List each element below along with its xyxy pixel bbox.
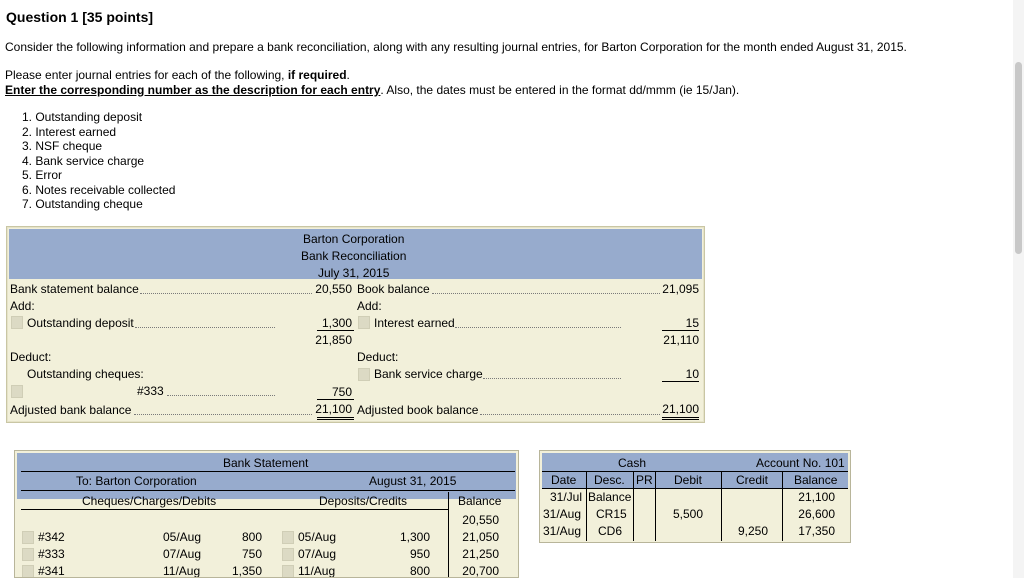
bank-statement-date: August 31, 2015	[369, 474, 457, 488]
column-divider	[655, 471, 656, 541]
outstanding-cheques-label: Outstanding cheques:	[27, 367, 144, 381]
ledger-date: 31/Aug	[543, 524, 582, 538]
marker-checkbox[interactable]	[22, 548, 34, 561]
debit-date: 05/Aug	[163, 530, 202, 544]
col-balance-header: Balance	[794, 473, 838, 487]
recon-title: Bank Reconciliation	[301, 249, 407, 263]
ledger-date: 31/Jul	[550, 490, 583, 504]
required-prefix: Please enter journal entries for each of the following,	[5, 68, 288, 82]
cheque-amount-value: 750	[331, 385, 352, 399]
ledger-debit: 5,500	[672, 507, 703, 521]
bank-subtotal-value: 21,850	[315, 333, 352, 347]
outstanding-deposit-label: Outstanding deposit	[27, 316, 134, 330]
col-credit-header: Credit	[736, 473, 769, 487]
marker-checkbox[interactable]	[358, 316, 370, 329]
required-note	[5, 68, 350, 82]
bank-statement-panel	[14, 450, 519, 578]
column-divider	[448, 492, 449, 578]
deduct-label-book: Deduct:	[357, 350, 399, 364]
column-divider	[721, 471, 722, 541]
col-credits-header: Deposits/Credits	[319, 494, 408, 508]
ledger-desc: CR15	[596, 507, 627, 521]
recon-date: July 31, 2015	[318, 266, 390, 280]
credit-amount: 1,300	[399, 530, 430, 544]
marker-checkbox[interactable]	[22, 531, 34, 544]
debit-amount: 750	[241, 547, 262, 561]
underline	[662, 330, 699, 331]
adjusted-bank-label: Adjusted bank balance	[10, 403, 132, 417]
debit-date: 07/Aug	[163, 547, 202, 561]
ledger-credit: 9,250	[737, 524, 768, 538]
debit-amount: 800	[241, 530, 262, 544]
required-suffix: .	[346, 68, 350, 82]
items-list	[22, 110, 175, 212]
underline	[317, 399, 354, 400]
row-balance: 20,700	[462, 564, 499, 578]
col-desc-header: Desc.	[594, 473, 625, 487]
col-date-header: Date	[551, 473, 577, 487]
cash-title: Cash	[618, 456, 647, 470]
opening-balance: 20,550	[462, 513, 499, 527]
marker-checkbox[interactable]	[11, 385, 23, 398]
leader-dots	[135, 327, 275, 328]
bank-reconciliation-panel	[6, 226, 705, 423]
credit-amount: 800	[409, 564, 430, 578]
ledger-balance: 26,600	[798, 507, 835, 521]
list-item: 1. Outstanding deposit	[22, 110, 143, 124]
marker-checkbox[interactable]	[282, 531, 294, 544]
interest-value: 15	[685, 316, 699, 330]
marker-checkbox[interactable]	[22, 565, 34, 578]
bank-balance-label: Bank statement balance	[10, 282, 139, 296]
service-charge-value: 10	[685, 367, 699, 381]
divider	[542, 471, 848, 472]
underline	[662, 381, 699, 382]
col-balance-header: Balance	[458, 494, 502, 508]
column-divider	[633, 471, 634, 541]
leader-dots	[140, 293, 312, 294]
double-underline	[317, 417, 354, 420]
ledger-desc: Balance	[588, 490, 632, 504]
bank-statement-title: Bank Statement	[223, 456, 309, 470]
cheque-number: #342	[38, 530, 65, 544]
col-pr-header: PR	[636, 473, 653, 487]
list-item: 7. Outstanding cheque	[22, 197, 143, 211]
credit-amount: 950	[409, 547, 430, 561]
scrollbar-thumb[interactable]	[1015, 62, 1022, 254]
leader-dots	[167, 395, 275, 396]
bank-statement-to: To: Barton Corporation	[76, 474, 197, 488]
account-number: Account No. 101	[756, 456, 845, 470]
description-underlined: Enter the corresponding number as the description for each entry	[5, 83, 381, 97]
adjusted-book-value: 21,100	[662, 402, 699, 416]
col-debits-header: Cheques/Charges/Debits	[82, 494, 217, 508]
leader-dots	[134, 414, 312, 415]
adjusted-book-label: Adjusted book balance	[357, 403, 479, 417]
list-item: 5. Error	[22, 168, 63, 182]
book-balance-label: Book balance	[357, 282, 430, 296]
ledger-desc: CD6	[598, 524, 623, 538]
divider	[21, 471, 515, 472]
adjusted-bank-value: 21,100	[315, 402, 352, 416]
question-instruction: Consider the following information and prepare a bank reconciliation, along with any resulting journal entries, for Barton Corporation for the month ended August 31, 2015.	[5, 40, 907, 54]
row-balance: 21,250	[462, 547, 499, 561]
divider	[21, 490, 515, 491]
credit-date: 07/Aug	[298, 547, 337, 561]
leader-dots	[432, 293, 660, 294]
marker-checkbox[interactable]	[282, 548, 294, 561]
leader-dots	[480, 414, 660, 415]
underline	[317, 330, 354, 331]
ledger-balance: 21,100	[798, 490, 835, 504]
add-label-bank: Add:	[10, 299, 35, 313]
list-item: 6. Notes receivable collected	[22, 182, 176, 197]
bank-balance-value: 20,550	[315, 282, 352, 296]
book-balance-value: 21,095	[662, 282, 699, 296]
book-subtotal-value: 21,110	[663, 333, 699, 347]
marker-checkbox[interactable]	[11, 316, 23, 329]
credit-date: 05/Aug	[298, 530, 337, 544]
description-suffix: . Also, the dates must be entered in the format dd/mmm (ie 15/Jan).	[380, 83, 740, 97]
col-debit-header: Debit	[674, 473, 703, 487]
required-bold: if required	[287, 68, 347, 82]
cheque-number: #341	[38, 564, 65, 578]
double-underline	[662, 417, 699, 420]
row-balance: 21,050	[462, 530, 499, 544]
marker-checkbox[interactable]	[282, 565, 294, 578]
divider	[542, 488, 848, 489]
column-divider	[782, 471, 783, 541]
service-charge-label: Bank service charge	[374, 367, 483, 381]
interest-label: Interest earned	[374, 316, 455, 330]
add-label-book: Add:	[357, 299, 382, 313]
ledger-balance: 17,350	[798, 524, 835, 538]
recon-company: Barton Corporation	[303, 232, 405, 246]
leader-dots	[483, 378, 621, 379]
credit-date: 11/Aug	[298, 564, 336, 578]
debit-amount: 1,350	[231, 564, 262, 578]
deduct-label-bank: Deduct:	[10, 350, 52, 364]
leader-dots	[455, 327, 621, 328]
divider	[21, 509, 448, 510]
list-item: 4. Bank service charge	[22, 153, 145, 168]
ledger-date: 31/Aug	[543, 507, 582, 521]
outstanding-deposit-value: 1,300	[321, 316, 352, 330]
description-note	[5, 83, 739, 97]
marker-checkbox[interactable]	[358, 368, 370, 381]
debit-date: 11/Aug	[163, 564, 201, 578]
question-title: Question 1 [35 points]	[6, 9, 154, 25]
list-item: 3. NSF cheque	[22, 139, 103, 153]
cheque-label: #333	[137, 384, 164, 398]
list-item: 2. Interest earned	[22, 124, 117, 139]
cheque-number: #333	[38, 547, 65, 561]
cash-ledger-panel	[539, 450, 851, 543]
column-divider	[586, 471, 587, 541]
